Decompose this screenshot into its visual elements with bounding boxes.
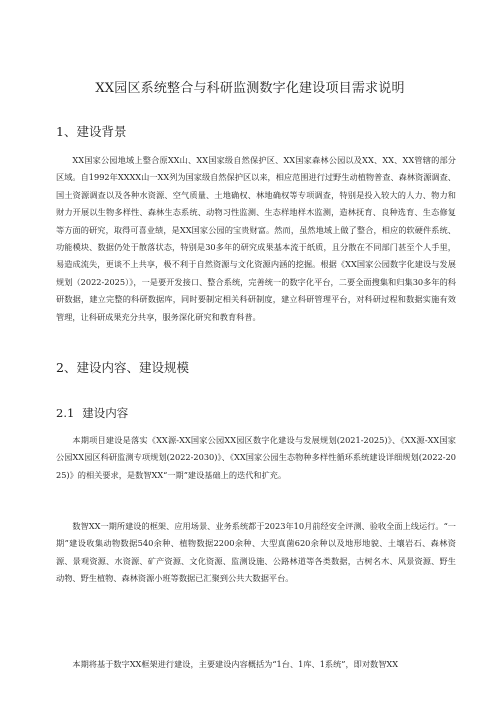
content-paragraph: 本期将基于数字XX框架进行建设，主要建设内容概括为“1台、1库、1系统”，即对数智XX — [72, 659, 399, 669]
section-heading-background: 1、建设背景 — [56, 124, 127, 139]
subsection-heading-content — [56, 405, 128, 421]
content-paragraph: 本期项目建设是落实《XX源-XX国家公园XX园区数字化建设与发展规划(2021-2025)》、《XX源-XX国家公园XX园区科研监测专项规划(2022-2030)》、《XX国家公园生态物种多样性循环系统建设详细规划(2022-2025)》的相关要求，是数智XX“一期”建设基础上的迭代和扩充。 — [56, 435, 456, 480]
background-paragraph: XX国家公园地域上整合原XX山、XX国家级自然保护区、XX国家森林公园以及XX、XX、XX管辖的部分区域。自1992年XXXX山一XX列为国家级自然保护区以来，相应范围进行过野生动植物普查、森林资源调查、国土资源调查以及各种水资源、空气质量、土地确权、林地确权等专项调查，特别是投入较大的人力、物力和财力开展以生物多样性、森林生态系统、动物习性监测、生态样地样木监测，造林抚育、良种选育、生态修复等方面的研究，取得可喜业绩，是XX国家公园的宝贵财富。然而，虽然地域上做了整合，相应的软硬件系统、功能模块、数据仍处于散落状态，特别是30多年的研究成果基本流于纸质，且分散在不同部门甚至个人手里，易造成流失，更谈不上共享，极不利于自然资源与文化资源内涵的挖掘。根据《XX国家公园数字化建设与发展规划（2022-2025）》，一是要开发接口、整合系统，完善统一的数字化平台，二要全面搜集和归集30多年的科研数据，建立完整的科研数据库，同时要制定相关科研制度，建立科研管理平台，对科研过程和数据实施有效管理，让科研成果充分共享，服务深化研究和教育科普。 — [56, 155, 456, 322]
section-heading-content-scale: 2、建设内容、建设规模 — [56, 360, 189, 375]
subsection-title: 建设内容 — [82, 406, 129, 420]
document-title: XX园区系统整合与科研监测数字化建设项目需求说明 — [95, 81, 405, 96]
content-paragraph: 数智XX一期所建设的框架、应用场景、业务系统都于2023年10月前经安全评测、验收全面上线运行。“一期”建设收集动物数据540余种、植物数据2200余种、大型真菌620余种以及地形地貌、土壤岩石、森林资源、景观资源、水资源、矿产资源、文化资源、监测设施、公路林道等各类数据，古树名木、风景资源、野生动物、野生植物、森林资源小班等数据已汇聚到公共大数据平台。 — [56, 521, 456, 584]
subsection-number: 2.1 — [56, 406, 75, 420]
